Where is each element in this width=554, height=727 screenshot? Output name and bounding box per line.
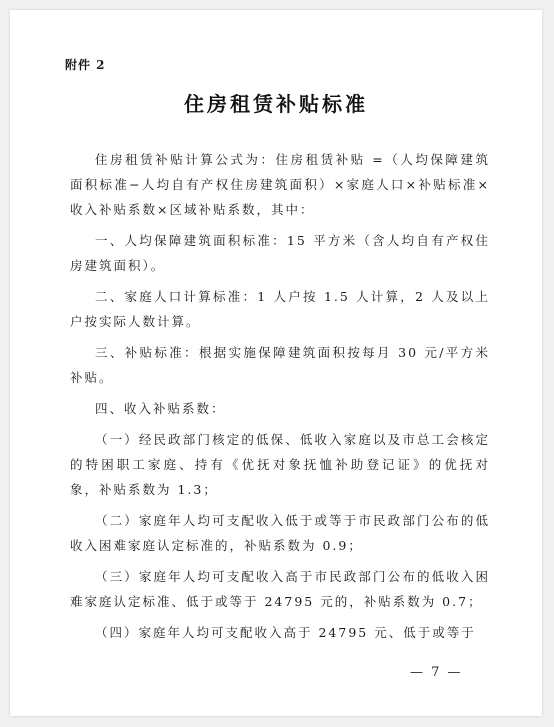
document-title: 住房租赁补贴标准 — [184, 92, 368, 116]
paragraph-item-2: （二）家庭年人均可支配收入低于或等于市民政部门公布的低收入困难家庭认定标准的，补贴系数为 0.9； — [70, 513, 490, 553]
document-body — [70, 147, 490, 651]
paragraph-income-coefficient: 四、收入补贴系数： — [95, 401, 226, 416]
paragraph-item-3: （三）家庭年人均可支配收入高于市民政部门公布的低收入困难家庭认定标准、低于或等于 24795 元的，补贴系数为 0.7； — [70, 569, 490, 609]
paragraph-household-standard: 二、家庭人口计算标准：1 人户按 1.5 人计算，2 人及以上户按实际人数计算。 — [70, 289, 490, 329]
paragraph-item-1: （一）经民政部门核定的低保、低收入家庭以及市总工会核定的特困职工家庭、持有《优抚对象抚恤补助登记证》的优抚对象，补贴系数为 1.3； — [70, 432, 490, 497]
page-number: — 7 — — [410, 665, 463, 680]
paragraph-item-4: （四）家庭年人均可支配收入高于 24795 元、低于或等于 — [95, 625, 476, 640]
attachment-label: 附件 2 — [65, 58, 106, 72]
paragraph-formula: 住房租赁补贴计算公式为：住房租赁补贴 =（人均保障建筑面积标准−人均自有产权住房建筑面积）×家庭人口×补贴标准×收入补贴系数×区域补贴系数，其中： — [70, 152, 490, 217]
paragraph-area-standard: 一、人均保障建筑面积标准：15 平方米（含人均自有产权住房建筑面积）。 — [70, 233, 490, 273]
paragraph-subsidy-standard: 三、补贴标准：根据实施保障建筑面积按每月 30 元/平方米补贴。 — [70, 345, 490, 385]
document-page — [10, 10, 542, 716]
